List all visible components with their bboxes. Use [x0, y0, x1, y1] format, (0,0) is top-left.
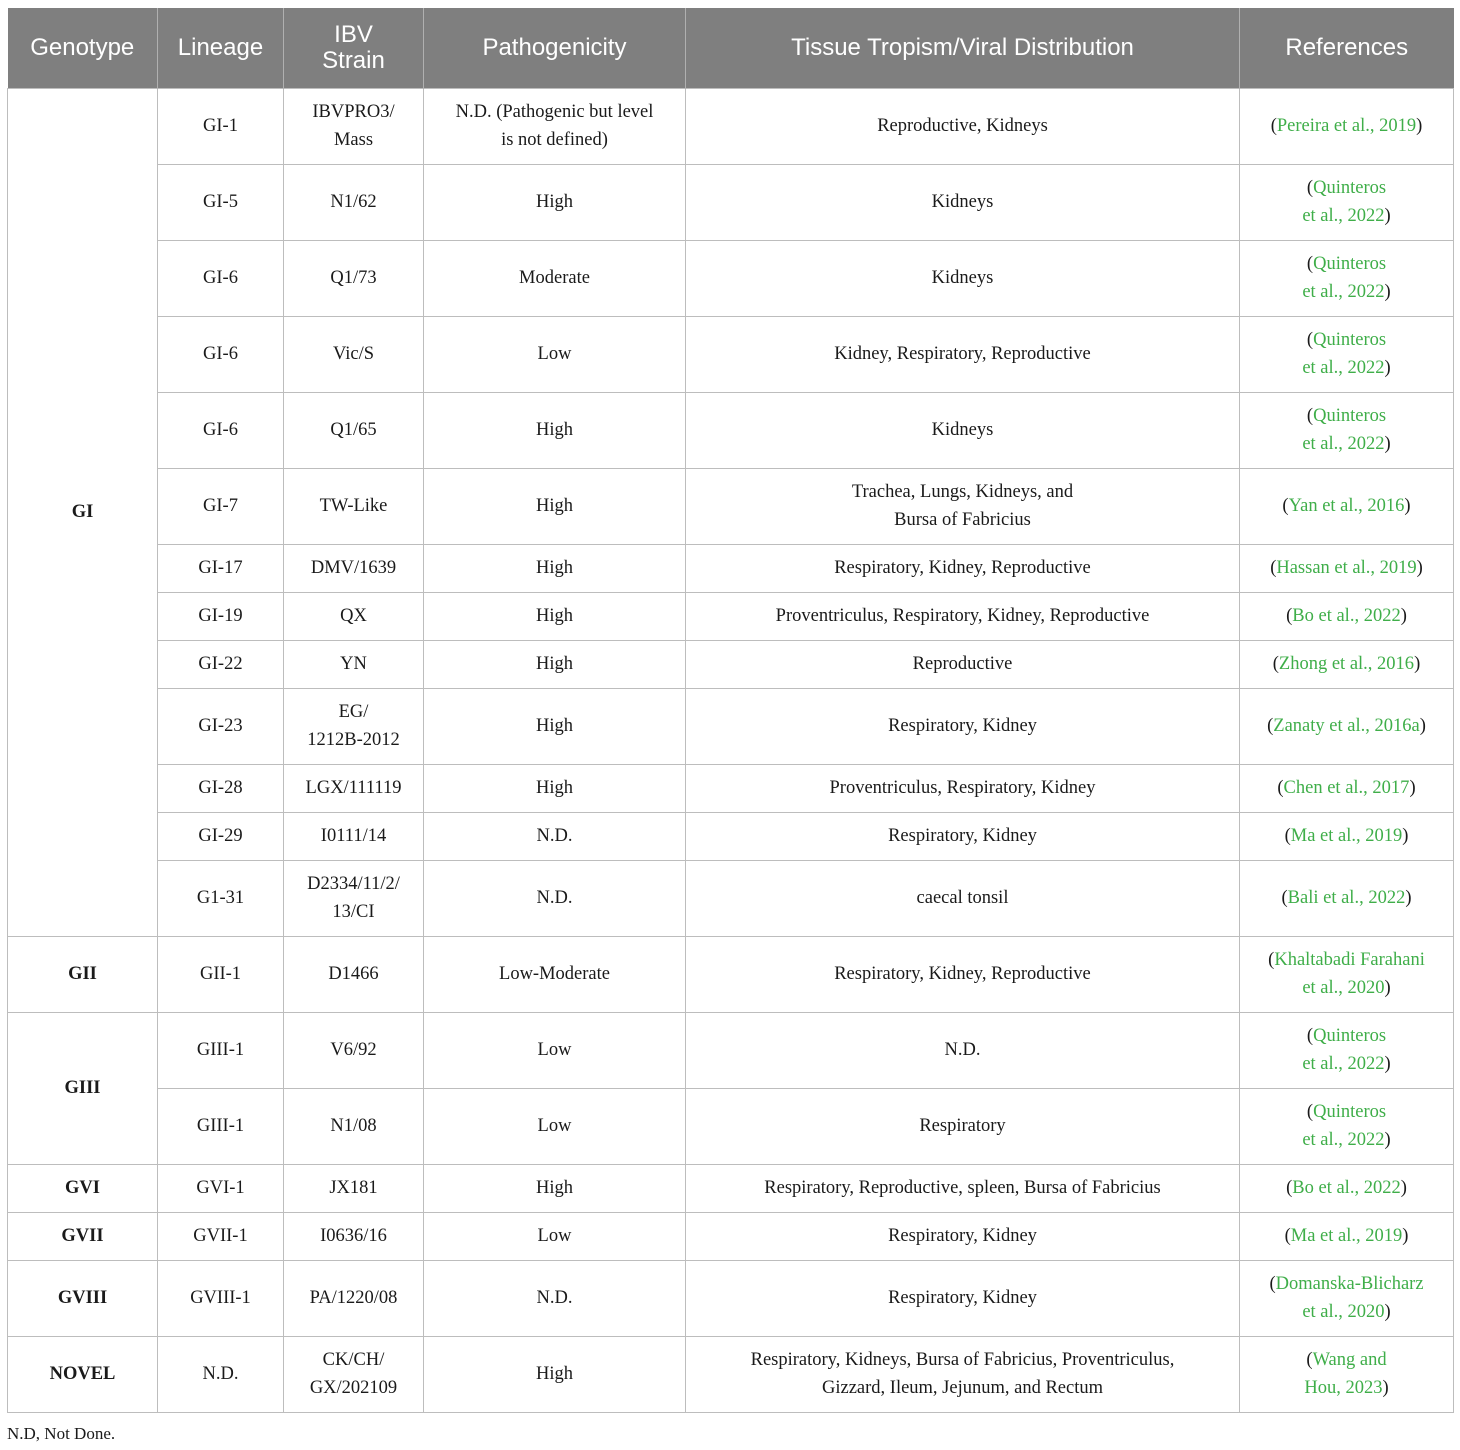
pathogenicity-cell: Low — [424, 1013, 686, 1089]
tropism-cell: Respiratory, Kidney — [686, 813, 1240, 861]
reference-link[interactable]: Ma et al., 2019 — [1290, 1225, 1403, 1246]
strain-cell: Q1/65 — [284, 393, 424, 469]
reference-cell: (Quinteros et al., 2022) — [1240, 317, 1454, 393]
tropism-cell: Reproductive — [686, 641, 1240, 689]
reference-cell: (Quinteros et al., 2022) — [1240, 1013, 1454, 1089]
pathogenicity-cell: High — [424, 165, 686, 241]
table-footnote: N.D, Not Done. — [7, 1424, 116, 1443]
reference-link[interactable]: Bo et al., 2022 — [1292, 605, 1401, 626]
genotype-cell: GVIII — [8, 1261, 158, 1337]
pathogenicity-cell: High — [424, 1337, 686, 1413]
tropism-cell: Proventriculus, Respiratory, Kidney — [686, 765, 1240, 813]
reference-cell: (Bo et al., 2022) — [1240, 1165, 1454, 1213]
table-header — [8, 8, 1454, 89]
table-row — [8, 89, 1454, 165]
strain-cell: Q1/73 — [284, 241, 424, 317]
lineage-cell: GI-19 — [158, 593, 284, 641]
pathogenicity-cell: Moderate — [424, 241, 686, 317]
reference-link[interactable]: Ma et al., 2019 — [1290, 825, 1403, 846]
reference-cell: (Quinteros et al., 2022) — [1240, 241, 1454, 317]
strain-cell: N1/08 — [284, 1089, 424, 1165]
lineage-cell: GI-6 — [158, 317, 284, 393]
lineage-cell: GI-29 — [158, 813, 284, 861]
reference-cell: (Ma et al., 2019) — [1240, 1213, 1454, 1261]
lineage-cell: GI-23 — [158, 689, 284, 765]
table-row — [8, 317, 1454, 393]
strain-cell: DMV/1639 — [284, 545, 424, 593]
lineage-cell: GI-17 — [158, 545, 284, 593]
lineage-cell: GVI-1 — [158, 1165, 284, 1213]
genotype-cell: GII — [8, 937, 158, 1013]
column-header: IBV Strain — [284, 8, 424, 89]
lineage-cell: GVII-1 — [158, 1213, 284, 1261]
strain-cell: D2334/11/2/ 13/CI — [284, 861, 424, 937]
table-row — [8, 241, 1454, 317]
reference-link[interactable]: Zhong et al., 2016 — [1278, 653, 1415, 674]
table-row — [8, 469, 1454, 545]
reference-link[interactable]: Bali et al., 2022 — [1287, 887, 1406, 908]
strain-cell: PA/1220/08 — [284, 1261, 424, 1337]
column-header: Pathogenicity — [424, 8, 686, 89]
pathogenicity-cell: High — [424, 765, 686, 813]
strain-cell: JX181 — [284, 1165, 424, 1213]
strain-cell: D1466 — [284, 937, 424, 1013]
table-row — [8, 689, 1454, 765]
pathogenicity-cell: High — [424, 593, 686, 641]
reference-link[interactable]: Quinteros et al., 2022 — [1302, 406, 1387, 454]
reference-link[interactable]: Zanaty et al., 2016a — [1273, 715, 1420, 736]
strain-cell: Vic/S — [284, 317, 424, 393]
reference-cell: (Zhong et al., 2016) — [1240, 641, 1454, 689]
lineage-cell: G1-31 — [158, 861, 284, 937]
reference-cell: (Bo et al., 2022) — [1240, 593, 1454, 641]
tropism-cell: Respiratory, Kidney, Reproductive — [686, 545, 1240, 593]
reference-cell: (Pereira et al., 2019) — [1240, 89, 1454, 165]
pathogenicity-cell: High — [424, 641, 686, 689]
ibv-strains-table — [7, 8, 1454, 1413]
table-row — [8, 861, 1454, 937]
pathogenicity-cell: N.D. — [424, 861, 686, 937]
reference-link[interactable]: Domanska-Blicharz et al., 2020 — [1275, 1274, 1424, 1322]
reference-link[interactable]: Chen et al., 2017 — [1283, 777, 1410, 798]
reference-link[interactable]: Quinteros et al., 2022 — [1302, 1102, 1387, 1150]
pathogenicity-cell: High — [424, 1165, 686, 1213]
header-row — [8, 8, 1454, 89]
reference-cell: (Quinteros et al., 2022) — [1240, 393, 1454, 469]
tropism-cell: Respiratory, Kidneys, Bursa of Fabricius, Proventriculus, Gizzard, Ileum, Jejunum, and Rectum — [686, 1337, 1240, 1413]
strain-cell: I0111/14 — [284, 813, 424, 861]
reference-link[interactable]: Khaltabadi Farahani et al., 2020 — [1274, 950, 1425, 998]
reference-cell: (Yan et al., 2016) — [1240, 469, 1454, 545]
table-row — [8, 1261, 1454, 1337]
strain-cell: IBVPRO3/ Mass — [284, 89, 424, 165]
strain-cell: EG/ 1212B-2012 — [284, 689, 424, 765]
reference-link[interactable]: Quinteros et al., 2022 — [1302, 1026, 1387, 1074]
genotype-cell: GI — [8, 89, 158, 937]
reference-cell: (Domanska-Blicharz et al., 2020) — [1240, 1261, 1454, 1337]
table-row — [8, 937, 1454, 1013]
pathogenicity-cell: High — [424, 689, 686, 765]
lineage-cell: GVIII-1 — [158, 1261, 284, 1337]
tropism-cell: Kidney, Respiratory, Reproductive — [686, 317, 1240, 393]
genotype-cell: GVII — [8, 1213, 158, 1261]
table-row — [8, 165, 1454, 241]
reference-link[interactable]: Quinteros et al., 2022 — [1302, 254, 1387, 302]
table-row — [8, 393, 1454, 469]
lineage-cell: N.D. — [158, 1337, 284, 1413]
reference-link[interactable]: Wang and Hou, 2023 — [1304, 1350, 1387, 1398]
strain-cell: LGX/111119 — [284, 765, 424, 813]
strain-cell: N1/62 — [284, 165, 424, 241]
tropism-cell: Proventriculus, Respiratory, Kidney, Reproductive — [686, 593, 1240, 641]
table-row — [8, 1165, 1454, 1213]
reference-link[interactable]: Yan et al., 2016 — [1288, 495, 1405, 516]
tropism-cell: Respiratory, Kidney — [686, 689, 1240, 765]
genotype-cell: NOVEL — [8, 1337, 158, 1413]
reference-cell: (Quinteros et al., 2022) — [1240, 1089, 1454, 1165]
table-row — [8, 813, 1454, 861]
pathogenicity-cell: N.D. — [424, 813, 686, 861]
reference-cell: (Bali et al., 2022) — [1240, 861, 1454, 937]
lineage-cell: GI-1 — [158, 89, 284, 165]
pathogenicity-cell: High — [424, 393, 686, 469]
reference-cell: (Khaltabadi Farahani et al., 2020) — [1240, 937, 1454, 1013]
tropism-cell: Reproductive, Kidneys — [686, 89, 1240, 165]
table-row — [8, 1213, 1454, 1261]
lineage-cell: GI-22 — [158, 641, 284, 689]
pathogenicity-cell: Low — [424, 1089, 686, 1165]
tropism-cell: Kidneys — [686, 241, 1240, 317]
table-row — [8, 1089, 1454, 1165]
pathogenicity-cell: Low-Moderate — [424, 937, 686, 1013]
table-row — [8, 641, 1454, 689]
genotype-cell: GIII — [8, 1013, 158, 1165]
column-header: Tissue Tropism/Viral Distribution — [686, 8, 1240, 89]
reference-link[interactable]: Pereira et al., 2019 — [1276, 115, 1417, 136]
reference-cell: (Chen et al., 2017) — [1240, 765, 1454, 813]
strain-cell: QX — [284, 593, 424, 641]
lineage-cell: GII-1 — [158, 937, 284, 1013]
lineage-cell: GIII-1 — [158, 1089, 284, 1165]
column-header: Lineage — [158, 8, 284, 89]
column-header: Genotype — [8, 8, 158, 89]
tropism-cell: caecal tonsil — [686, 861, 1240, 937]
tropism-cell: N.D. — [686, 1013, 1240, 1089]
strain-cell: I0636/16 — [284, 1213, 424, 1261]
table-row — [8, 593, 1454, 641]
reference-cell: (Hassan et al., 2019) — [1240, 545, 1454, 593]
tropism-cell: Respiratory, Kidney — [686, 1261, 1240, 1337]
table-row — [8, 545, 1454, 593]
column-header: References — [1240, 8, 1454, 89]
tropism-cell: Respiratory, Kidney, Reproductive — [686, 937, 1240, 1013]
lineage-cell: GI-7 — [158, 469, 284, 545]
pathogenicity-cell: Low — [424, 1213, 686, 1261]
genotype-cell: GVI — [8, 1165, 158, 1213]
lineage-cell: GI-5 — [158, 165, 284, 241]
reference-cell: (Ma et al., 2019) — [1240, 813, 1454, 861]
tropism-cell: Kidneys — [686, 165, 1240, 241]
reference-link[interactable]: Quinteros et al., 2022 — [1302, 178, 1387, 226]
lineage-cell: GI-28 — [158, 765, 284, 813]
strain-cell: YN — [284, 641, 424, 689]
pathogenicity-cell: High — [424, 469, 686, 545]
table-row — [8, 765, 1454, 813]
table-body — [8, 89, 1454, 1413]
strain-cell: CK/CH/ GX/202109 — [284, 1337, 424, 1413]
reference-cell: (Quinteros et al., 2022) — [1240, 165, 1454, 241]
reference-link[interactable]: Bo et al., 2022 — [1292, 1177, 1401, 1198]
reference-link[interactable]: Hassan et al., 2019 — [1276, 557, 1417, 578]
reference-cell: (Zanaty et al., 2016a) — [1240, 689, 1454, 765]
lineage-cell: GI-6 — [158, 393, 284, 469]
table-row — [8, 1337, 1454, 1413]
lineage-cell: GI-6 — [158, 241, 284, 317]
pathogenicity-cell: N.D. — [424, 1261, 686, 1337]
tropism-cell: Trachea, Lungs, Kidneys, and Bursa of Fabricius — [686, 469, 1240, 545]
tropism-cell: Respiratory, Reproductive, spleen, Bursa of Fabricius — [686, 1165, 1240, 1213]
reference-link[interactable]: Quinteros et al., 2022 — [1302, 330, 1387, 378]
tropism-cell: Respiratory — [686, 1089, 1240, 1165]
lineage-cell: GIII-1 — [158, 1013, 284, 1089]
reference-cell: (Wang and Hou, 2023) — [1240, 1337, 1454, 1413]
table-row — [8, 1013, 1454, 1089]
strain-cell: TW-Like — [284, 469, 424, 545]
pathogenicity-cell: High — [424, 545, 686, 593]
tropism-cell: Kidneys — [686, 393, 1240, 469]
pathogenicity-cell: Low — [424, 317, 686, 393]
pathogenicity-cell: N.D. (Pathogenic but level is not defined) — [424, 89, 686, 165]
tropism-cell: Respiratory, Kidney — [686, 1213, 1240, 1261]
strain-cell: V6/92 — [284, 1013, 424, 1089]
